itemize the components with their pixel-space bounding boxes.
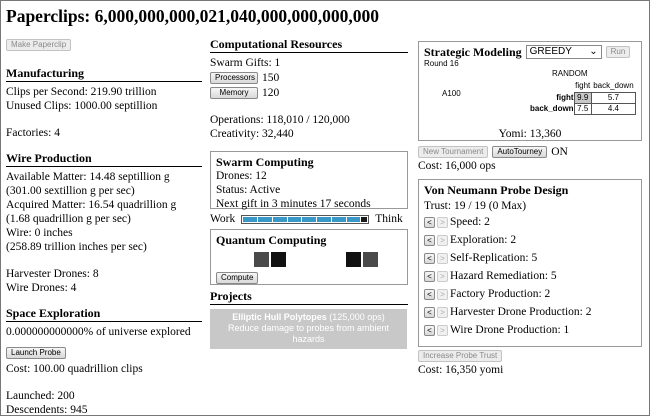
available-matter: Available Matter: 14.48 septillion g — [6, 171, 170, 183]
cell-back-down-fight: 7.5 — [574, 103, 591, 114]
make-paperclip-button[interactable]: Make Paperclip — [6, 39, 71, 51]
swarm-drones: Drones: 12 — [216, 170, 267, 182]
project-cost: (125,000 ops) — [329, 312, 385, 322]
harvester-drones: Harvester Drones: 8 — [6, 268, 99, 280]
computational-resources-header: Computational Resources — [210, 37, 408, 53]
strategic-modeling-panel — [418, 41, 642, 141]
probe-stat-harvester — [424, 303, 636, 321]
think-label: Think — [375, 213, 403, 225]
autotourney-button[interactable]: AutoTourney — [492, 146, 547, 158]
probes-launched: Launched: 200 — [6, 390, 75, 402]
increase-probe-trust-button[interactable]: Increase Probe Trust — [418, 350, 502, 362]
operations: Operations: 118,010 / 120,000 — [210, 114, 350, 126]
factory-production-value: Factory Production: 2 — [450, 288, 551, 300]
increase-wire-drone-button[interactable]: > — [437, 325, 448, 336]
increase-harvester-button[interactable]: > — [437, 307, 448, 318]
qchip — [363, 252, 378, 267]
left-column — [6, 38, 202, 417]
row-back-down: back_down — [530, 103, 574, 113]
decrease-exploration-button[interactable]: < — [424, 235, 435, 246]
self-replication-value: Self-Replication: 5 — [450, 252, 538, 264]
wire-production-header: Wire Production — [6, 151, 202, 167]
increase-speed-button[interactable]: > — [437, 217, 448, 228]
qchip — [346, 252, 361, 267]
von-neumann-panel — [418, 179, 642, 347]
acquired-matter-rate: (1.68 quadrillion g per sec) — [6, 213, 131, 225]
autotourney-state: ON — [551, 146, 568, 158]
next-gift: Next gift in 3 minutes 17 seconds — [216, 198, 371, 210]
page-title: Paperclips: 6,000,000,000,021,040,000,000,000,000 — [6, 6, 380, 26]
swarm-computing-panel — [210, 151, 408, 209]
space-exploration-header: Space Exploration — [6, 306, 202, 322]
right-column — [418, 41, 644, 377]
launch-probe-button[interactable]: Launch Probe — [6, 347, 66, 359]
decrease-wire-drone-button[interactable]: < — [424, 325, 435, 336]
unused-clips: Unused Clips: 1000.00 septillion — [6, 100, 158, 112]
clips-per-second: Clips per Second: 219.90 trillion — [6, 86, 157, 98]
qchip-row — [254, 252, 402, 267]
probe-stat-factory — [424, 285, 636, 303]
work-label: Work — [210, 213, 236, 225]
wire-drones: Wire Drones: 4 — [6, 282, 77, 294]
probe-trust: Trust: 19 / 19 (0 Max) — [424, 200, 527, 212]
yomi: Yomi: 13,360 — [498, 128, 562, 140]
wire-drone-production-value: Wire Drone Production: 1 — [450, 324, 570, 336]
payoff-table — [530, 81, 636, 115]
probe-stat-speed — [424, 213, 636, 231]
increase-exploration-button[interactable]: > — [437, 235, 448, 246]
qchip — [271, 252, 286, 267]
slider-handle[interactable] — [361, 217, 367, 222]
project-card[interactable] — [210, 309, 407, 349]
hazard-remediation-value: Hazard Remediation: 5 — [450, 270, 557, 282]
quantum-computing-panel — [210, 229, 408, 285]
chevron-down-icon: ⌄ — [589, 46, 598, 57]
probe-descendents: Descendents: 945 — [6, 404, 88, 416]
memory-button[interactable]: Memory — [210, 87, 258, 99]
decrease-harvester-button[interactable]: < — [424, 307, 435, 318]
cell-fight-back-down: 5.7 — [591, 92, 635, 103]
project-description: Reduce damage to probes from ambient hazards — [227, 323, 390, 344]
qchip — [254, 252, 269, 267]
row-fight: fight — [556, 92, 574, 102]
exploration-value: Exploration: 2 — [450, 234, 517, 246]
processors-value: 150 — [262, 71, 280, 84]
speed-value: Speed: 2 — [450, 216, 490, 228]
new-tournament-button[interactable]: New Tournament — [418, 146, 488, 158]
payoff-grid — [424, 69, 636, 127]
opponent-label: RANDOM — [552, 69, 588, 78]
decrease-hazard-button[interactable]: < — [424, 271, 435, 282]
player-label: A100 — [442, 89, 461, 98]
increase-hazard-button[interactable]: > — [437, 271, 448, 282]
tournament-cost: Cost: 16,000 ops — [418, 160, 496, 172]
manufacturing-header: Manufacturing — [6, 66, 202, 82]
col-back-down: back_down — [593, 81, 634, 91]
round-label: Round 16 — [424, 59, 459, 68]
project-title: Elliptic Hull Polytopes — [232, 312, 327, 322]
available-matter-rate: (301.00 sextillion g per sec) — [6, 185, 135, 197]
probe-stat-exploration — [424, 231, 636, 249]
wire-amount: Wire: 0 inches — [6, 227, 73, 239]
strategic-modeling-header: Strategic Modeling — [424, 45, 522, 59]
decrease-self-replication-button[interactable]: < — [424, 253, 435, 264]
projects-header: Projects — [210, 289, 408, 305]
probe-design-header: Von Neumann Probe Design — [424, 183, 569, 197]
trust-cost: Cost: 16,350 yomi — [418, 364, 504, 376]
decrease-speed-button[interactable]: < — [424, 217, 435, 228]
middle-column — [210, 37, 408, 349]
increase-factory-button[interactable]: > — [437, 289, 448, 300]
processors-button[interactable]: Processors — [210, 72, 258, 84]
run-button[interactable]: Run — [606, 46, 631, 58]
probe-stat-wire-drone — [424, 321, 636, 339]
acquired-matter: Acquired Matter: 16.54 quadrillion g — [6, 199, 177, 211]
strategy-select[interactable] — [526, 45, 602, 59]
swarm-gifts: Swarm Gifts: 1 — [210, 57, 281, 69]
strategy-selected: GREEDY — [529, 46, 572, 57]
quantum-computing-header: Quantum Computing — [216, 233, 327, 247]
increase-self-replication-button[interactable]: > — [437, 253, 448, 264]
creativity: Creativity: 32,440 — [210, 128, 294, 140]
cell-fight-fight: 9.9 — [574, 92, 591, 103]
col-fight: fight — [575, 81, 591, 91]
compute-button[interactable]: Compute — [216, 272, 258, 284]
probe-stat-self-replication — [424, 249, 636, 267]
probe-cost: Cost: 100.00 quadrillion clips — [6, 363, 143, 375]
memory-value: 120 — [262, 86, 280, 99]
universe-explored: 0.000000000000% of universe explored — [6, 326, 191, 338]
probe-stat-hazard — [424, 267, 636, 285]
harvester-production-value: Harvester Drone Production: 2 — [450, 306, 592, 318]
wire-rate: (258.89 trillion inches per sec) — [6, 241, 147, 253]
cell-back-down-back-down: 4.4 — [591, 103, 635, 114]
swarm-status: Status: Active — [216, 184, 281, 196]
swarm-computing-header: Swarm Computing — [216, 155, 314, 169]
factories-count: Factories: 4 — [6, 127, 60, 139]
work-think-slider[interactable] — [241, 215, 369, 224]
decrease-factory-button[interactable]: < — [424, 289, 435, 300]
